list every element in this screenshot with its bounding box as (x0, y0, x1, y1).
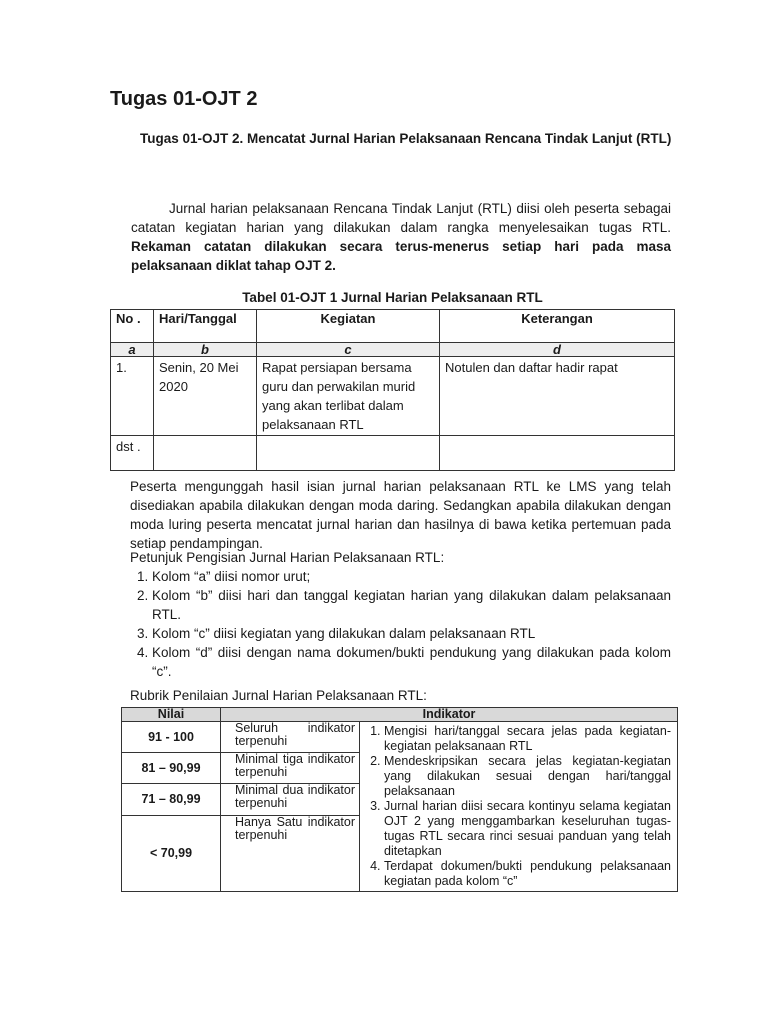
table-caption: Tabel 01-OJT 1 Jurnal Harian Pelaksanaan RTL (242, 290, 543, 305)
cell-keterangan: Notulen dan daftar hadir rapat (440, 357, 675, 436)
nilai-cell: 81 – 90,99 (122, 753, 221, 784)
criteria-cell: Seluruh indikator terpenuhi (221, 722, 360, 753)
letter-b: b (154, 343, 257, 357)
cell-hari-tanggal (154, 436, 257, 471)
cell-hari-tanggal: Senin, 20 Mei 2020 (154, 357, 257, 436)
task-subtitle: Tugas 01-OJT 2. Mencatat Jurnal Harian Pelaksanaan Rencana Tindak Lanjut (RTL) (140, 131, 672, 146)
letter-d: d (440, 343, 675, 357)
list-item: 1. Mengisi hari/tanggal secara jelas pada kegiatan-kegiatan pelaksanaan RTL (384, 724, 671, 754)
rubric-title: Rubrik Penilaian Jurnal Harian Pelaksanaan RTL: (130, 688, 427, 703)
cell-keterangan (440, 436, 675, 471)
table-header-row (111, 310, 675, 343)
letter-c: c (257, 343, 440, 357)
intro-text: Jurnal harian pelaksanaan Rencana Tindak Lanjut (RTL) diisi oleh peserta sebagai catatan kegiatan harian yang dilakukan dalam rangka menyelesaikan tugas RTL. (131, 201, 671, 235)
list-item: 1. Kolom “a” diisi nomor urut; (152, 567, 671, 586)
header-nilai: Nilai (122, 708, 221, 722)
column-letter-row (111, 343, 675, 357)
instructions-section (130, 548, 671, 681)
upload-paragraph: Peserta mengunggah hasil isian jurnal harian pelaksanaan RTL ke LMS yang telah disediakan apabila dilakukan dengan moda daring. Sedangkan apabila dilakukan dengan moda luring peserta mencatat jurnal harian dan hasilnya di bawa ketika pertemuan pada setiap pendampingan. (130, 479, 671, 551)
header-hari-tanggal: Hari/Tanggal (154, 310, 257, 343)
cell-no: dst . (111, 436, 154, 471)
instructions-heading: Petunjuk Pengisian Jurnal Harian Pelaksanaan RTL: (130, 550, 445, 565)
jurnal-table (110, 309, 675, 471)
cell-kegiatan (257, 436, 440, 471)
list-item: 4. Terdapat dokumen/bukti pendukung pelaksanaan kegiatan pada kolom “c” (384, 859, 671, 889)
rubric-table (121, 707, 678, 892)
header-indikator: Indikator (221, 708, 678, 722)
list-item: 2. Mendeskripsikan secara jelas kegiatan-kegiatan yang dilakukan sesuai dengan hari/tanggal pelaksanaan (384, 754, 671, 799)
criteria-cell: Hanya Satu indikator terpenuhi (221, 815, 360, 891)
table-row (122, 722, 678, 753)
nilai-cell: 91 - 100 (122, 722, 221, 753)
table-row (111, 357, 675, 436)
list-item: 3. Jurnal harian diisi secara kontinyu selama kegiatan OJT 2 yang menggambarkan keseluruhan tugas-tugas RTL secara rinci sesuai panduan yang telah ditetapkan (384, 799, 671, 859)
cell-no: 1. (111, 357, 154, 436)
header-no: No . (111, 310, 154, 343)
nilai-cell: 71 – 80,99 (122, 784, 221, 815)
instructions-list (130, 567, 671, 681)
nilai-cell: < 70,99 (122, 815, 221, 891)
criteria-cell: Minimal dua indikator terpenuhi (221, 784, 360, 815)
intro-paragraph (131, 199, 671, 275)
header-kegiatan: Kegiatan (257, 310, 440, 343)
indicators-list (364, 724, 671, 889)
criteria-cell: Minimal tiga indikator terpenuhi (221, 753, 360, 784)
header-keterangan: Keterangan (440, 310, 675, 343)
indicators-cell (360, 722, 678, 892)
letter-a: a (111, 343, 154, 357)
list-item: 4. Kolom “d” diisi dengan nama dokumen/bukti pendukung yang dilakukan pada kolom “c”. (152, 643, 671, 681)
list-item: 2. Kolom “b” diisi hari dan tanggal kegiatan harian yang dilakukan dalam pelaksanaan RTL. (152, 586, 671, 624)
rubric-header-row (122, 708, 678, 722)
intro-bold-text: Rekaman catatan dilakukan secara terus-menerus setiap hari pada masa pelaksanaan diklat tahap OJT 2. (131, 239, 671, 273)
cell-kegiatan: Rapat persiapan bersama guru dan perwakilan murid yang akan terlibat dalam pelaksanaan RTL (257, 357, 440, 436)
list-item: 3. Kolom “c” diisi kegiatan yang dilakukan dalam pelaksanaan RTL (152, 624, 671, 643)
page-title: Tugas 01-OJT 2 (110, 88, 258, 110)
table-row (111, 436, 675, 471)
